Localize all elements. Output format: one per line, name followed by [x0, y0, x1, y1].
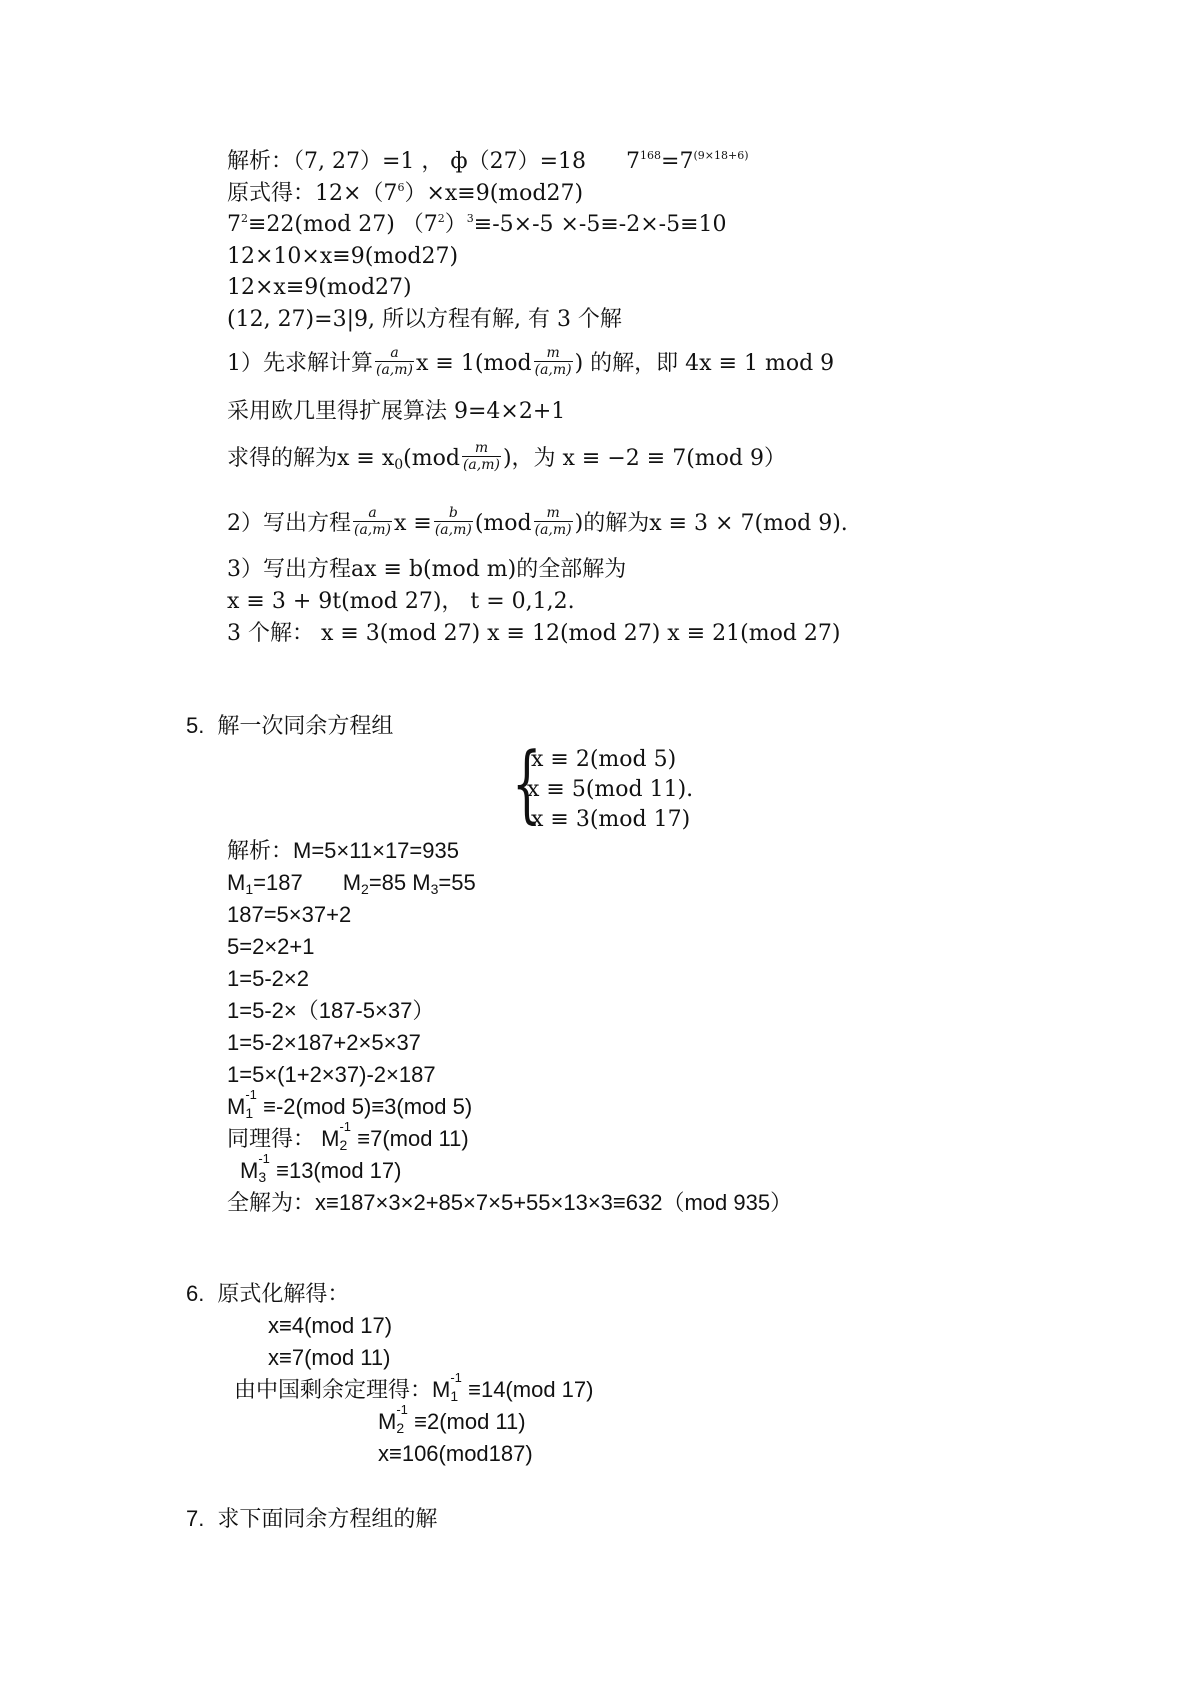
section-5-heading [186, 712, 393, 741]
s4-l2-b: ）×x≡9(mod27) [404, 181, 584, 206]
s5-line-7: 1=5-2×187+2×5×37 [227, 1030, 421, 1055]
s4-l3-b: ≡22(mod 27) （7 [248, 212, 438, 237]
fraction [462, 441, 501, 473]
system-eq-3: x ≡ 3(mod 17) [531, 807, 691, 832]
s4-line-10 [227, 505, 848, 540]
s5-l2-s2: 2 [361, 881, 369, 897]
section-number: 5. [186, 713, 205, 738]
s4-l3-sup3: 3 [466, 212, 474, 225]
s5-l10-a: 同理得： M [227, 1126, 340, 1151]
s4-line-13: 3 个解： x ≡ 3(mod 27) x ≡ 12(mod 27) x ≡ 21(mod 27) [227, 621, 841, 646]
fraction [534, 346, 573, 378]
s4-l7-c: ) 的解，即 4x ≡ 1 mod 9 [574, 351, 835, 376]
frac-num: m [534, 346, 573, 362]
s4-l2-a: 原式得：12×（7 [227, 181, 398, 206]
s5-l2-d: =85 M [368, 870, 431, 895]
section-7-heading [186, 1505, 437, 1534]
s4-l10-b: x ≡ [394, 511, 432, 536]
s4-l1-text: 解析：（7, 27）=1 ， ф（27）=18 [227, 149, 587, 174]
s6-l3-a: 由中国剩余定理得：M [234, 1377, 451, 1402]
s6-l4-sub: 2 [396, 1420, 405, 1436]
s4-l3-c: ） [444, 212, 467, 237]
s4-line-1 [227, 148, 749, 176]
s4-line-7 [227, 345, 835, 380]
s4-line-6: (12, 27)=3|9, 所以方程有解, 有 3 个解 [227, 307, 622, 332]
s5-line-6: 1=5-2×（187-5×37） [227, 998, 435, 1023]
frac-den: (a,m) [534, 522, 572, 538]
s5-l11-a: M [240, 1158, 259, 1183]
frac-den: (a,m) [462, 457, 500, 473]
s4-line-5: 12×x≡9(mod27) [227, 275, 412, 300]
s4-l9-c: )，为 x ≡ −2 ≡ 7(mod 9） [502, 446, 786, 471]
system-brace: { [512, 734, 542, 832]
frac-den: (a,m) [534, 362, 572, 378]
s4-l3-a: 7 [227, 212, 241, 237]
s4-line-11: 3）写出方程ax ≡ b(mod m)的全部解为 [227, 557, 627, 582]
s5-l1: 解析：M=5×11×17=935 [227, 838, 459, 863]
fraction [353, 506, 392, 538]
frac-den: (a,m) [434, 522, 472, 538]
s5-l10-b: ≡7(mod 11) [357, 1126, 469, 1151]
s5-line-1 [227, 837, 459, 865]
frac-num: m [462, 441, 501, 457]
section-number: 6. [186, 1281, 205, 1306]
s6-l4-a: M [378, 1409, 397, 1434]
frac-num: b [434, 506, 473, 522]
s4-line-12: x ≡ 3 + 9t(mod 27)， t = 0,1,2. [227, 589, 575, 614]
s5-l2-e: =55 [438, 870, 476, 895]
s5-l9-a: M [227, 1094, 246, 1119]
section-title: 原式化解得： [217, 1282, 350, 1307]
s5-l2-a: M [227, 870, 246, 895]
s5-line-4: 5=2×2+1 [227, 934, 315, 959]
s4-l7-b: x ≡ 1(mod [416, 351, 532, 376]
s4-l1-exp: 168 [640, 149, 662, 162]
frac-num: a [375, 346, 414, 362]
s6-line-2: x≡7(mod 11) [268, 1345, 391, 1370]
s6-l3-b: ≡14(mod 17) [468, 1377, 594, 1402]
frac-num: m [534, 506, 573, 522]
s6-l3-sub: 1 [450, 1388, 459, 1404]
fraction [434, 506, 473, 538]
s4-line-8: 采用欧几里得扩展算法 9=4×2+1 [227, 399, 566, 424]
s4-l10-d: )的解为x ≡ 3 × 7(mod 9). [574, 511, 848, 536]
frac-den: (a,m) [376, 362, 413, 378]
s5-l9-b: ≡-2(mod 5)≡3(mod 5) [263, 1094, 473, 1119]
s4-l3-sup1: 2 [241, 212, 248, 225]
fraction [534, 506, 573, 538]
s5-line-5: 1=5-2×2 [227, 966, 309, 991]
s5-line-2 [227, 869, 476, 897]
section-title: 解一次同余方程组 [217, 714, 394, 739]
s5-line-8: 1=5×(1+2×37)-2×187 [227, 1062, 436, 1087]
s5-l2-b: =187 [253, 870, 303, 895]
s6-line-3: 由中国剩余定理得：M -1 $_1$ ≡14(mod 17) [234, 1370, 594, 1404]
s4-line-9 [227, 440, 786, 475]
s4-l10-a: 2）写出方程 [227, 511, 351, 536]
s4-l9-b: (mod [403, 446, 460, 471]
s5-l2-c: M [342, 870, 362, 895]
s5-l11-b: ≡13(mod 17) [276, 1158, 402, 1183]
s5-l2-s3: 3 [430, 881, 439, 897]
s5-line-3: 187=5×37+2 [227, 902, 352, 927]
s4-l3-sup2: 2 [437, 212, 445, 225]
s4-l9-sub: 0 [394, 457, 404, 473]
s6-line-5: x≡106(mod187) [378, 1441, 533, 1466]
s6-l4-b: ≡2(mod 11) [414, 1409, 526, 1434]
frac-num: a [353, 506, 392, 522]
fraction [375, 346, 414, 378]
s5-line-9: M -1 $_1$ ≡-2(mod 5)≡3(mod 5) [227, 1087, 473, 1121]
s4-l1-rhs: =7 [661, 149, 694, 174]
system-eq-2: x ≡ 5(mod 11). [527, 777, 694, 802]
s4-line-3 [227, 211, 727, 239]
section-title: 求下面同余方程组的解 [217, 1507, 438, 1532]
s5-l11-sub: 3 [258, 1169, 267, 1185]
s4-l7-a: 1）先求解计算 [227, 351, 373, 376]
s5-l2-s1: 1 [245, 881, 254, 897]
s4-l1-base: 7 [626, 149, 641, 174]
s4-l1-rhs-exp: (9×18+6) [693, 149, 749, 162]
section-number: 7. [186, 1506, 205, 1531]
s5-line-10: 同理得： M -1 $_2$ ≡7(mod 11) [227, 1119, 469, 1153]
s4-line-2 [227, 180, 583, 208]
s5-line-12: 全解为：x≡187×3×2+85×7×5+55×13×3≡632（mod 935） [227, 1190, 793, 1215]
s4-l3-d: ≡-5×-5 ×-5≡-2×-5≡10 [473, 212, 727, 237]
section-6-heading [186, 1280, 349, 1309]
s5-line-11: M -1 $_3$ ≡13(mod 17) [240, 1151, 402, 1185]
s4-l10-c: (mod [474, 511, 532, 536]
s4-line-4: 12×10×x≡9(mod27) [227, 244, 459, 269]
s4-l9-a: 求得的解为x ≡ x [227, 446, 395, 471]
system-eq-1: x ≡ 2(mod 5) [531, 747, 677, 772]
s4-l2-sup: 6 [397, 181, 405, 194]
s6-line-1: x≡4(mod 17) [268, 1313, 393, 1338]
frac-den: (a,m) [354, 522, 391, 538]
s6-line-4: M -1 $_2$ ≡2(mod 11) [378, 1402, 526, 1436]
s5-l9-sub: 1 [245, 1105, 254, 1121]
s5-l10-sub: 2 [339, 1137, 348, 1153]
